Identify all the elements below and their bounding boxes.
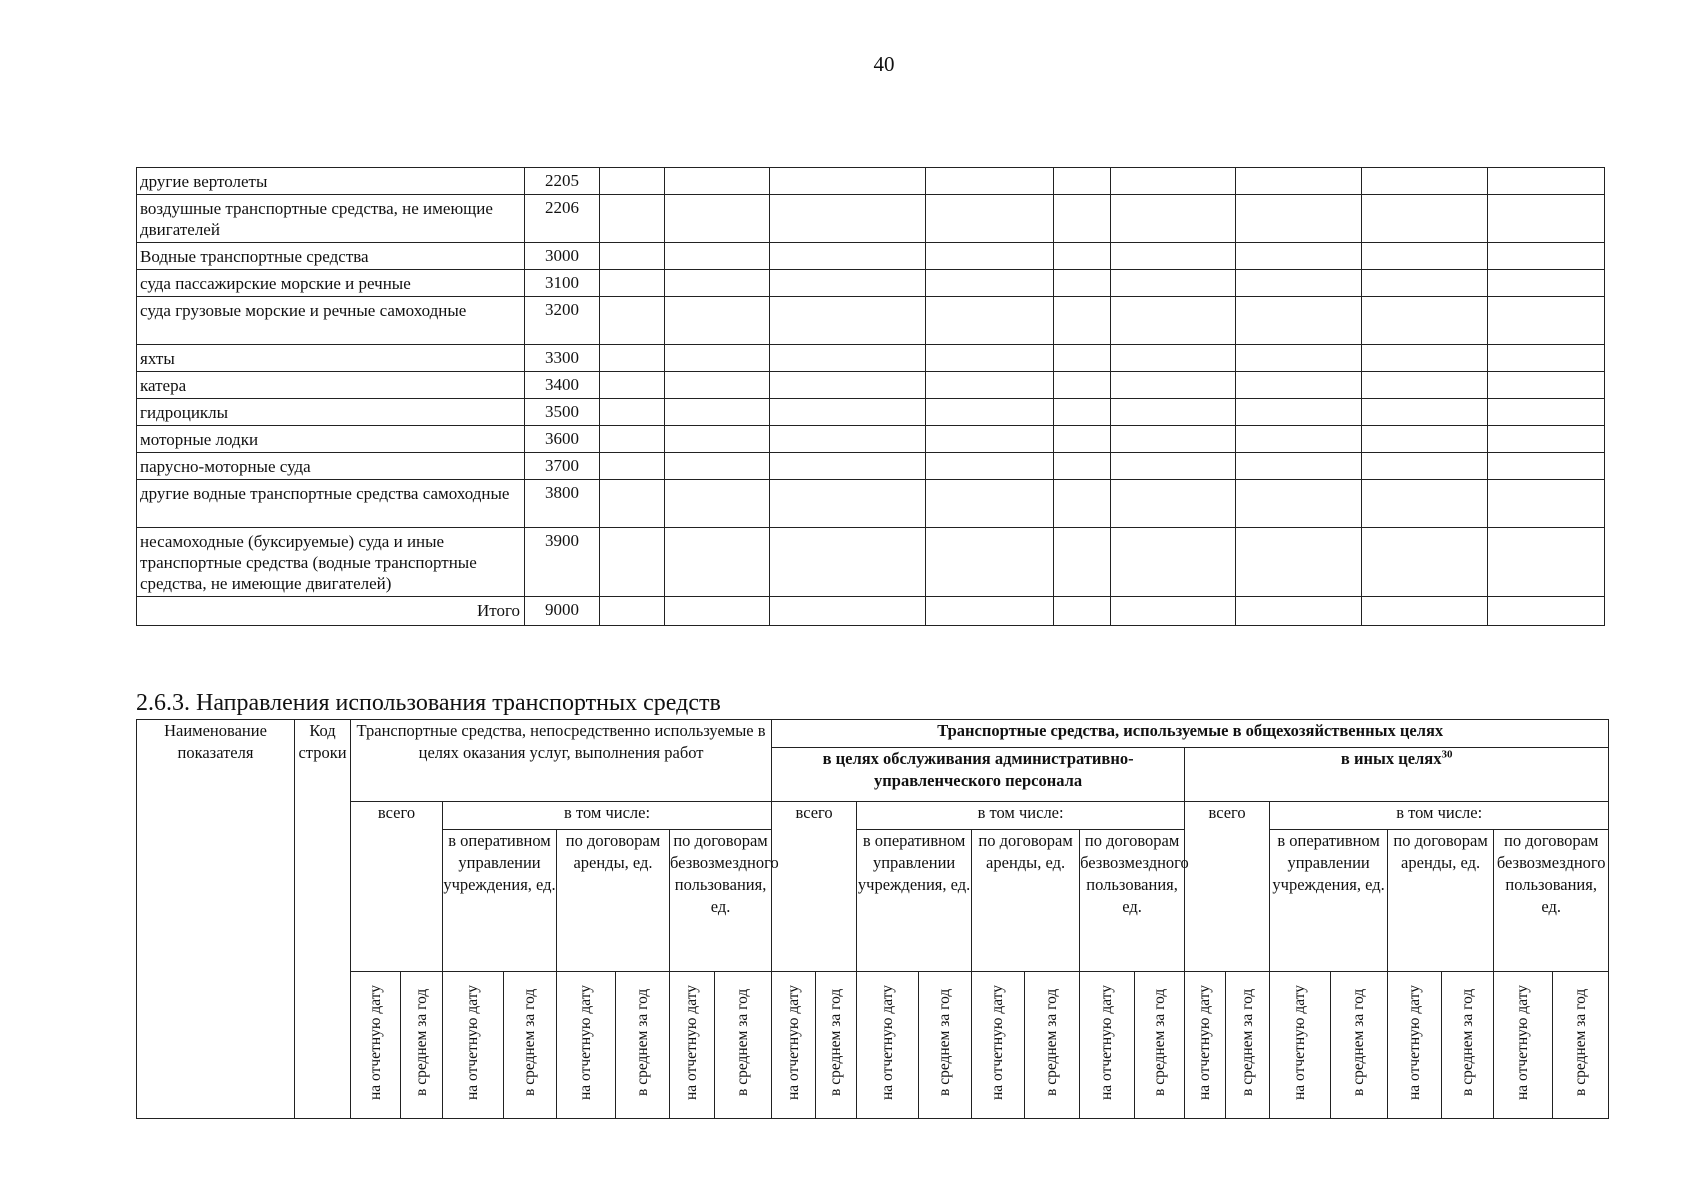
free-use-header: по договорам безвозмездного пользования, ед. (1080, 830, 1185, 972)
period-label-avg: в среднем за год (521, 988, 538, 1096)
empty-cell (665, 426, 770, 453)
empty-cell (1111, 297, 1236, 345)
empty-cell (1236, 399, 1362, 426)
period-header-avg (1135, 972, 1185, 1119)
empty-cell (1362, 453, 1488, 480)
empty-cell (665, 480, 770, 528)
subgroup-header-admin: в целях обслуживания административно-управленческого персонала (772, 748, 1185, 802)
empty-cell (770, 297, 926, 345)
empty-cell (926, 168, 1054, 195)
empty-cell (1054, 453, 1111, 480)
empty-cell (600, 480, 665, 528)
empty-cell (1362, 297, 1488, 345)
row-name: суда грузовые морские и речные самоходные (137, 297, 525, 345)
empty-cell (1362, 168, 1488, 195)
empty-cell (600, 399, 665, 426)
table-row (137, 453, 1605, 480)
group-header-direct-use: Транспортные средства, непосредственно используемые в целях оказания услуг, выполнения работ (351, 720, 772, 802)
empty-cell (1111, 372, 1236, 399)
empty-cell (1111, 195, 1236, 243)
empty-cell (600, 345, 665, 372)
empty-cell (665, 345, 770, 372)
empty-cell (1054, 372, 1111, 399)
empty-cell (665, 399, 770, 426)
empty-cell (1236, 480, 1362, 528)
header-row-periods (137, 972, 1609, 1119)
table-row (137, 399, 1605, 426)
row-name: другие вертолеты (137, 168, 525, 195)
empty-cell (1488, 453, 1605, 480)
empty-cell (600, 195, 665, 243)
empty-cell (1236, 426, 1362, 453)
empty-cell (926, 480, 1054, 528)
empty-cell (926, 453, 1054, 480)
period-header-date (972, 972, 1025, 1119)
subgroup-header-other (1185, 748, 1609, 802)
empty-cell (665, 597, 770, 626)
empty-cell (600, 168, 665, 195)
row-code: 3300 (525, 345, 600, 372)
empty-cell (1111, 243, 1236, 270)
empty-cell (665, 453, 770, 480)
period-label-date: на отчетную дату (1291, 984, 1309, 1100)
period-header-avg (715, 972, 772, 1119)
period-label-avg: в среднем за год (827, 988, 845, 1096)
lease-header: по договорам аренды, ед. (557, 830, 670, 972)
empty-cell (1488, 480, 1605, 528)
period-header-date (557, 972, 616, 1119)
empty-cell (1111, 426, 1236, 453)
empty-cell (1362, 243, 1488, 270)
empty-cell (665, 243, 770, 270)
vehicle-list-table (136, 167, 1605, 626)
footnote-marker: 30 (1441, 748, 1453, 761)
period-label-avg: в среднем за год (412, 988, 430, 1096)
period-header-date (857, 972, 919, 1119)
period-label-avg: в среднем за год (633, 988, 651, 1096)
row-code: 3900 (525, 528, 600, 597)
operative-header: в оперативном управлении учреждения, ед. (1270, 830, 1388, 972)
period-header-avg (504, 972, 557, 1119)
empty-cell (1362, 399, 1488, 426)
empty-cell (665, 195, 770, 243)
row-code: 3400 (525, 372, 600, 399)
empty-cell (926, 243, 1054, 270)
empty-cell (600, 297, 665, 345)
including-header: в том числе: (1270, 802, 1609, 830)
period-header-date (1185, 972, 1226, 1119)
empty-cell (665, 168, 770, 195)
empty-cell (1362, 597, 1488, 626)
vehicle-list-body (137, 168, 1605, 626)
empty-cell (770, 345, 926, 372)
empty-cell (926, 399, 1054, 426)
empty-cell (1054, 297, 1111, 345)
empty-cell (926, 297, 1054, 345)
empty-cell (926, 426, 1054, 453)
row-code: 3200 (525, 297, 600, 345)
period-label-avg: в среднем за год (1043, 988, 1061, 1096)
empty-cell (1362, 480, 1488, 528)
empty-cell (1488, 399, 1605, 426)
empty-cell (926, 270, 1054, 297)
subgroup-other-label: в иных целях (1340, 749, 1442, 768)
empty-cell (1488, 345, 1605, 372)
table-row (137, 426, 1605, 453)
empty-cell (1236, 372, 1362, 399)
period-header-avg (816, 972, 857, 1119)
empty-cell (1054, 345, 1111, 372)
period-label-avg: в среднем за год (1150, 988, 1168, 1096)
empty-cell (1111, 345, 1236, 372)
group-header-general-use: Транспортные средства, используемые в общехозяйственных целях (772, 720, 1609, 748)
period-label-date: на отчетную дату (464, 984, 481, 1100)
empty-cell (926, 597, 1054, 626)
empty-cell (1236, 168, 1362, 195)
empty-cell (770, 195, 926, 243)
including-header: в том числе: (857, 802, 1185, 830)
period-label-date: на отчетную дату (1514, 984, 1532, 1100)
empty-cell (770, 426, 926, 453)
period-header-date (1494, 972, 1553, 1119)
empty-cell (600, 597, 665, 626)
empty-cell (770, 372, 926, 399)
empty-cell (1362, 426, 1488, 453)
period-label-avg: в среднем за год (1238, 988, 1256, 1096)
row-code: 2205 (525, 168, 600, 195)
empty-cell (770, 597, 926, 626)
total-label: Итого (137, 597, 525, 626)
empty-cell (926, 195, 1054, 243)
empty-cell (1054, 168, 1111, 195)
page-number: 40 (873, 52, 895, 76)
period-label-avg: в среднем за год (734, 988, 752, 1096)
period-header-date (1388, 972, 1442, 1119)
operative-header: в оперативном управлении учреждения, ед. (443, 830, 557, 972)
period-header-date (1080, 972, 1135, 1119)
empty-cell (926, 372, 1054, 399)
empty-cell (600, 243, 665, 270)
period-label-date: на отчетную дату (878, 984, 896, 1100)
empty-cell (665, 528, 770, 597)
empty-cell (1054, 480, 1111, 528)
empty-cell (770, 399, 926, 426)
col-header-name: Наименование показателя (137, 720, 295, 1119)
empty-cell (770, 270, 926, 297)
table-row (137, 168, 1605, 195)
table-row (137, 372, 1605, 399)
lease-header: по договорам аренды, ед. (1388, 830, 1494, 972)
row-name: суда пассажирские морские и речные (137, 270, 525, 297)
period-header-avg (1442, 972, 1494, 1119)
empty-cell (600, 270, 665, 297)
empty-cell (1054, 426, 1111, 453)
empty-cell (1236, 195, 1362, 243)
row-code: 3000 (525, 243, 600, 270)
row-code: 3700 (525, 453, 600, 480)
empty-cell (600, 453, 665, 480)
empty-cell (770, 168, 926, 195)
empty-cell (1362, 270, 1488, 297)
empty-cell (1054, 399, 1111, 426)
row-code: 3100 (525, 270, 600, 297)
header-row-total-including (137, 802, 1609, 830)
table-row (137, 480, 1605, 528)
empty-cell (770, 243, 926, 270)
period-label-date: на отчетную дату (1196, 984, 1214, 1100)
empty-cell (1054, 528, 1111, 597)
period-label-date: на отчетную дату (1098, 984, 1116, 1100)
empty-cell (1111, 270, 1236, 297)
table-row (137, 195, 1605, 243)
period-label-date: на отчетную дату (784, 984, 802, 1100)
row-name: парусно-моторные суда (137, 453, 525, 480)
period-header-avg (919, 972, 972, 1119)
row-name: гидроциклы (137, 399, 525, 426)
table-row (137, 528, 1605, 597)
empty-cell (600, 426, 665, 453)
empty-cell (770, 453, 926, 480)
empty-cell (1236, 270, 1362, 297)
table-row (137, 345, 1605, 372)
col-header-code: Код строки (295, 720, 351, 1119)
period-label-avg: в среднем за год (1571, 988, 1589, 1096)
empty-cell (1111, 480, 1236, 528)
total-code: 9000 (525, 597, 600, 626)
empty-cell (770, 480, 926, 528)
row-name: Водные транспортные средства (137, 243, 525, 270)
empty-cell (770, 528, 926, 597)
empty-cell (600, 528, 665, 597)
period-header-date (351, 972, 401, 1119)
period-header-date (443, 972, 504, 1119)
empty-cell (1488, 426, 1605, 453)
table-row (137, 297, 1605, 345)
empty-cell (665, 297, 770, 345)
empty-cell (1111, 399, 1236, 426)
lease-header: по договорам аренды, ед. (972, 830, 1080, 972)
usage-directions-table (136, 719, 1609, 1119)
period-header-date (670, 972, 715, 1119)
empty-cell (1236, 453, 1362, 480)
period-label-date: на отчетную дату (989, 984, 1007, 1100)
empty-cell (926, 345, 1054, 372)
empty-cell (1236, 528, 1362, 597)
empty-cell (1054, 270, 1111, 297)
period-header-avg (616, 972, 670, 1119)
row-code: 3500 (525, 399, 600, 426)
empty-cell (1488, 243, 1605, 270)
empty-cell (1111, 528, 1236, 597)
empty-cell (1488, 270, 1605, 297)
period-header-avg (1553, 972, 1609, 1119)
period-label-date: на отчетную дату (577, 984, 594, 1100)
operative-header: в оперативном управлении учреждения, ед. (857, 830, 972, 972)
total-header: всего (772, 802, 857, 972)
empty-cell (1236, 297, 1362, 345)
row-name: катера (137, 372, 525, 399)
empty-cell (1488, 597, 1605, 626)
empty-cell (1488, 372, 1605, 399)
free-use-header: по договорам безвозмездного пользования, ед. (1494, 830, 1609, 972)
row-code: 2206 (525, 195, 600, 243)
free-use-header: по договорам безвозмездного пользования, ед. (670, 830, 772, 972)
row-name: несамоходные (буксируемые) суда и иные транспортные средства (водные транспортные средства, не имеющие двигателей) (137, 528, 525, 597)
empty-cell (1054, 597, 1111, 626)
empty-cell (1362, 345, 1488, 372)
empty-cell (1362, 528, 1488, 597)
empty-cell (1054, 195, 1111, 243)
empty-cell (1236, 345, 1362, 372)
empty-cell (1111, 597, 1236, 626)
empty-cell (1054, 243, 1111, 270)
empty-cell (665, 270, 770, 297)
including-header: в том числе: (443, 802, 772, 830)
period-label-avg: в среднем за год (936, 988, 954, 1096)
empty-cell (1362, 195, 1488, 243)
empty-cell (600, 372, 665, 399)
empty-cell (1111, 168, 1236, 195)
empty-cell (1488, 168, 1605, 195)
period-label-avg: в среднем за год (1350, 988, 1368, 1096)
empty-cell (665, 372, 770, 399)
empty-cell (926, 528, 1054, 597)
empty-cell (1488, 528, 1605, 597)
table-row (137, 270, 1605, 297)
period-header-avg (1331, 972, 1388, 1119)
period-header-date (772, 972, 816, 1119)
period-label-avg: в среднем за год (1458, 988, 1476, 1096)
empty-cell (1488, 195, 1605, 243)
period-label-date: на отчетную дату (366, 984, 384, 1100)
row-name: воздушные транспортные средства, не имеющие двигателей (137, 195, 525, 243)
row-name: другие водные транспортные средства самоходные (137, 480, 525, 528)
empty-cell (1236, 597, 1362, 626)
period-header-avg (1226, 972, 1270, 1119)
total-row (137, 597, 1605, 626)
period-label-date: на отчетную дату (1405, 984, 1423, 1100)
row-name: моторные лодки (137, 426, 525, 453)
total-header: всего (1185, 802, 1270, 972)
total-header: всего (351, 802, 443, 972)
row-code: 3600 (525, 426, 600, 453)
period-label-date: на отчетную дату (683, 984, 700, 1100)
empty-cell (1111, 453, 1236, 480)
table-row (137, 243, 1605, 270)
empty-cell (1488, 297, 1605, 345)
period-header-avg (401, 972, 443, 1119)
period-header-avg (1025, 972, 1080, 1119)
empty-cell (1362, 372, 1488, 399)
section-title: 2.6.3. Направления использования транспортных средств (136, 690, 721, 716)
row-code: 3800 (525, 480, 600, 528)
row-name: яхты (137, 345, 525, 372)
empty-cell (1236, 243, 1362, 270)
period-header-date (1270, 972, 1331, 1119)
